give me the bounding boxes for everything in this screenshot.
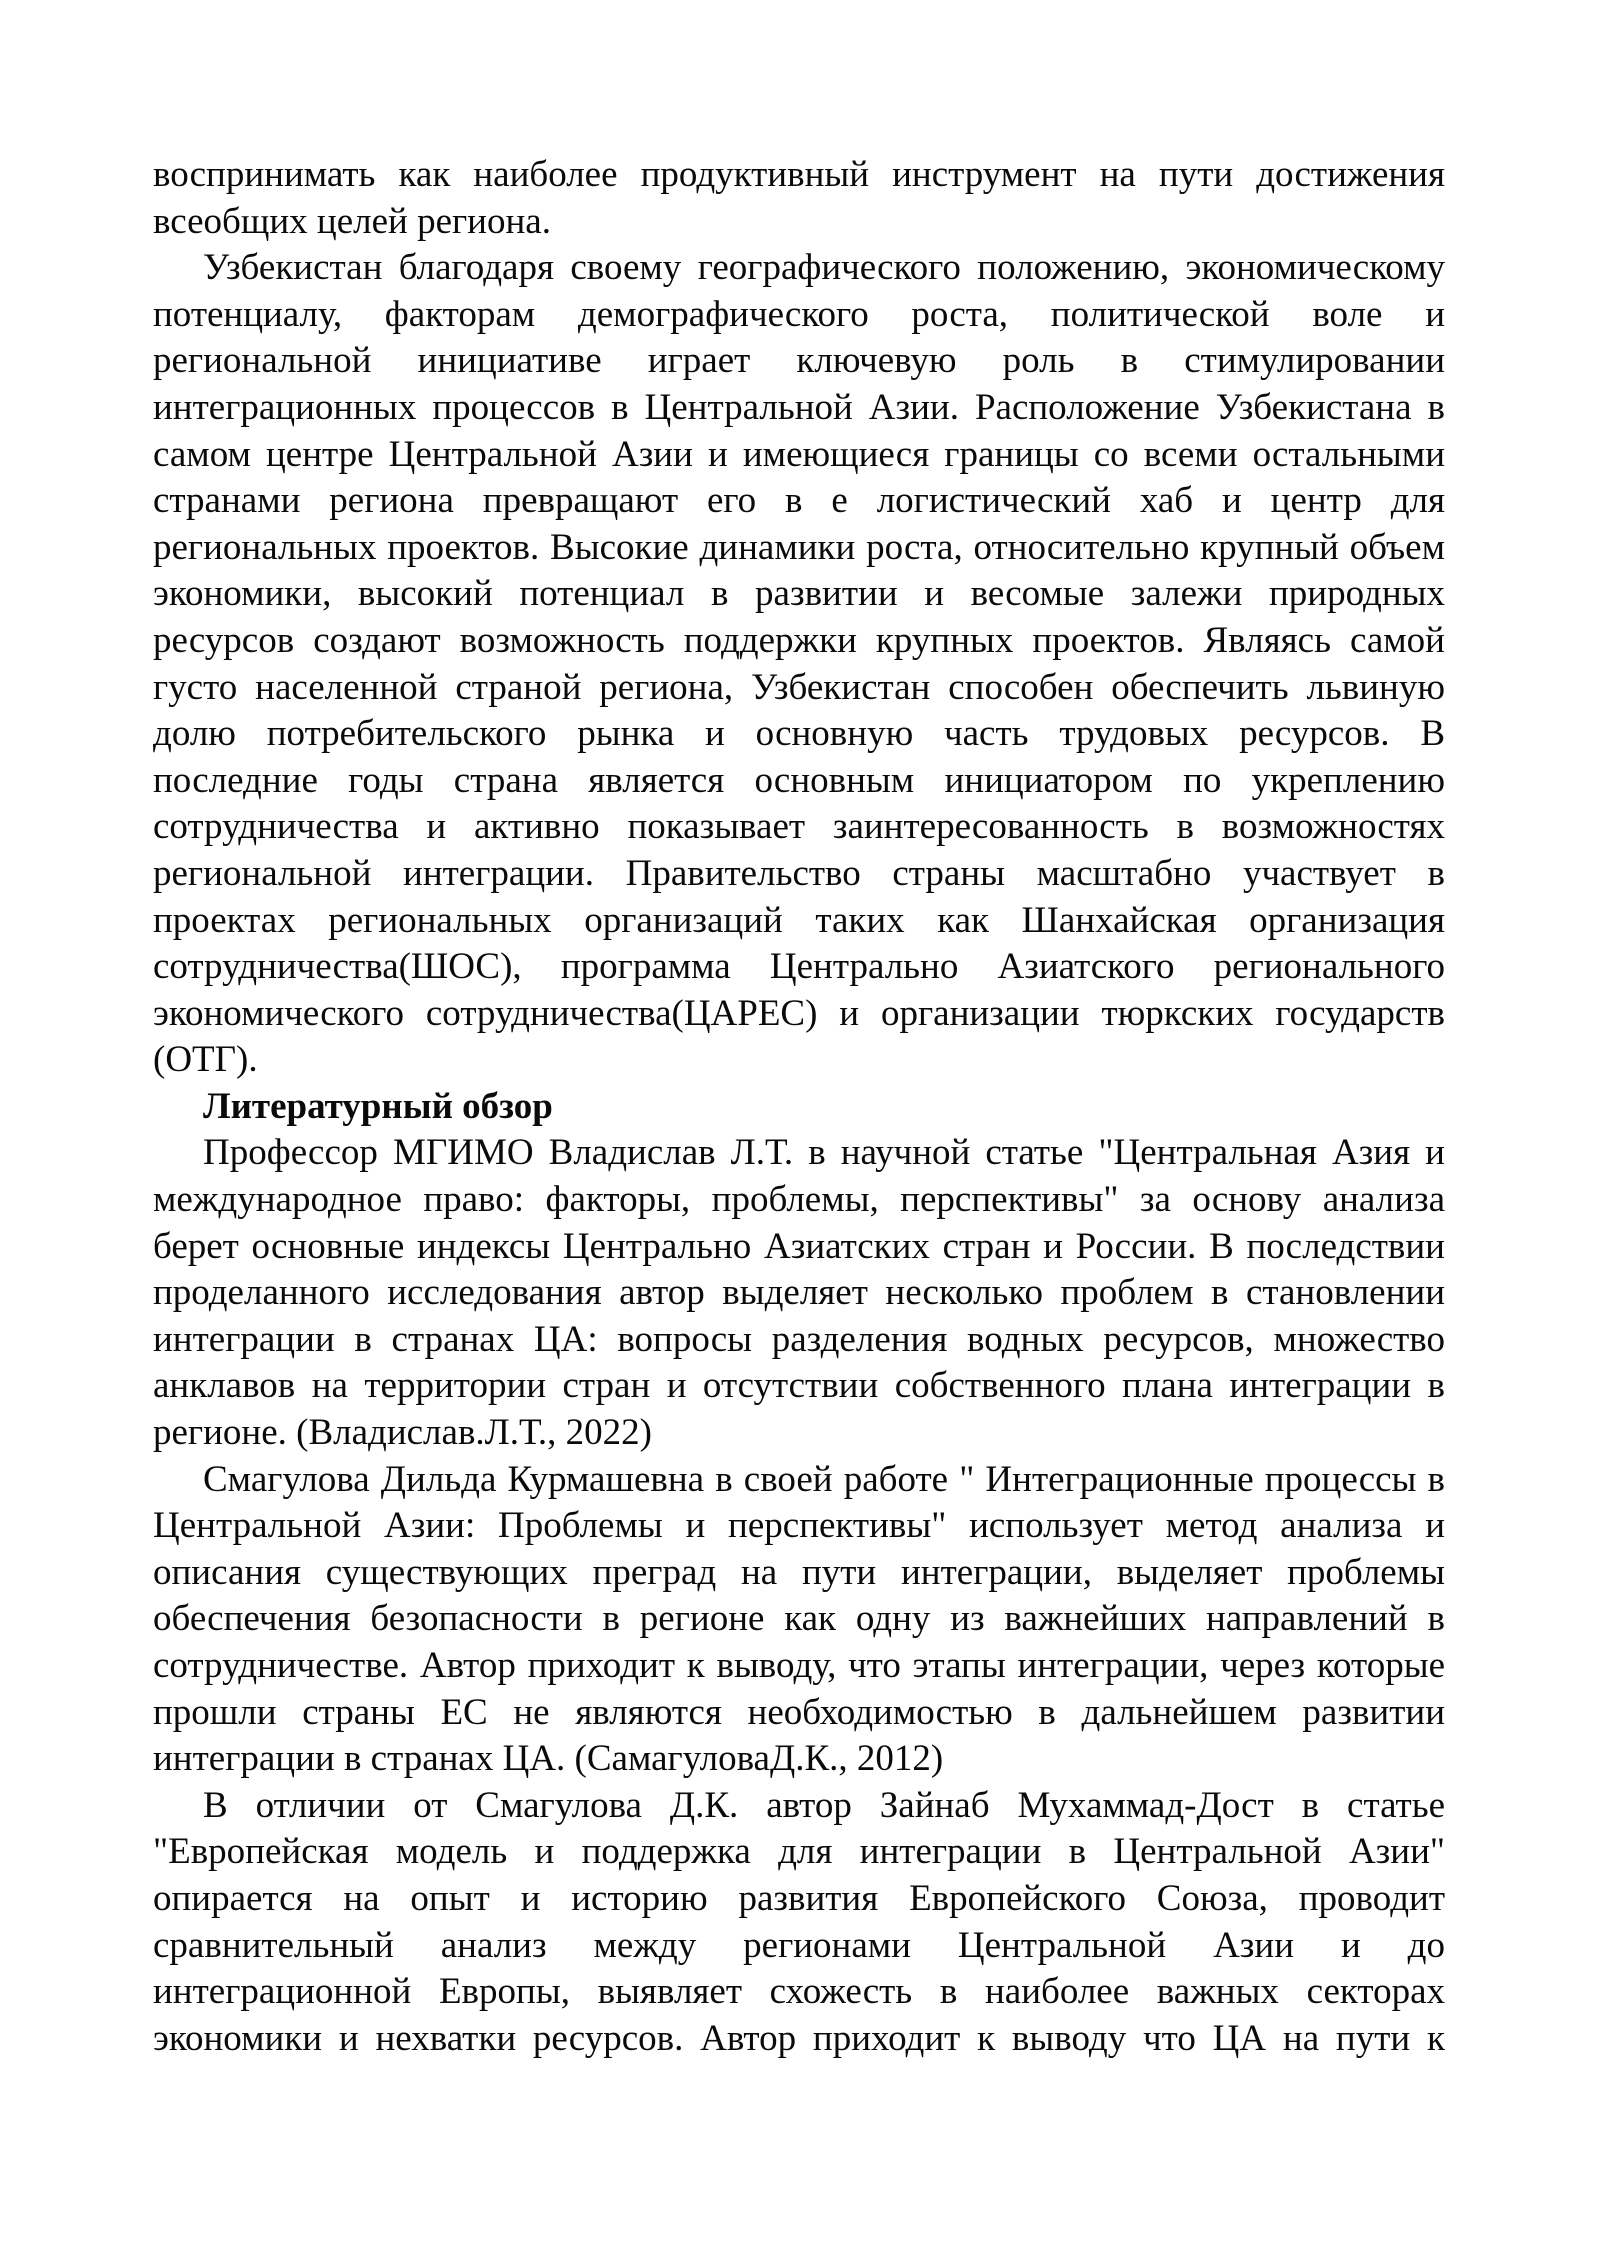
text-line: Профессор МГИМО Владислав Л.Т. в научной статье "Центральная Азия и	[203, 1132, 1445, 1174]
text-line: (ОТГ).	[153, 1039, 258, 1081]
text-line: густо населенной страной региона, Узбекистан способен обеспечить львиную	[153, 666, 1445, 708]
text-line: самом центре Центральной Азии и имеющиеся границы со всеми остальными	[153, 433, 1445, 475]
text-line: региональных проектов. Высокие динамики роста, относительно крупный объем	[153, 526, 1445, 568]
text-line: всеобщих целей региона.	[153, 200, 551, 242]
heading-line: Литературный обзор	[203, 1085, 553, 1127]
text-line: потенциалу, факторам демографического роста, политической воле и	[153, 293, 1445, 335]
paragraph-smagulova-work	[153, 1457, 1445, 1783]
text-line: анклавов на территории стран и отсутствии собственного плана интеграции в	[153, 1365, 1445, 1407]
text-line: экономики и нехватки ресурсов. Автор приходит к выводу что ЦА на пути к	[153, 2017, 1445, 2059]
text-line: "Европейская модель и поддержка для интеграции в Центральной Азии"	[153, 1831, 1445, 1873]
text-line: регионе. (Владислав.Л.Т., 2022)	[153, 1412, 652, 1454]
text-line: региональной инициативе играет ключевую роль в стимулировании	[153, 340, 1445, 382]
text-line: интеграции в странах ЦА: вопросы разделения водных ресурсов, множество	[153, 1318, 1445, 1360]
text-line: интеграции в странах ЦА. (СамагуловаД.К., 2012)	[153, 1738, 944, 1780]
text-line: Центральной Азии: Проблемы и перспективы" использует метод анализа и	[153, 1505, 1445, 1547]
text-line: международное право: факторы, проблемы, перспективы" за основу анализа	[153, 1179, 1445, 1221]
text-line: Смагулова Дильда Курмашевна в своей работе " Интеграционные процессы в	[203, 1458, 1445, 1500]
text-line: долю потребительского рынка и основную часть трудовых ресурсов. В	[153, 713, 1445, 755]
text-line: региональной интеграции. Правительство страны масштабно участвует в	[153, 852, 1445, 894]
literature-review-heading	[153, 1084, 1445, 1131]
text-line: сотрудничестве. Автор приходит к выводу, что этапы интеграции, через которые	[153, 1645, 1445, 1686]
text-line: сотрудничества(ШОС), программа Центрально Азиатского регионального	[153, 946, 1445, 988]
text-line: обеспечения безопасности в регионе как одну из важнейших направлений в	[153, 1598, 1445, 1640]
text-line: опирается на опыт и историю развития Европейского Союза, проводит	[153, 1877, 1445, 1919]
text-line: воспринимать как наиболее продуктивный инструмент на пути достижения	[153, 154, 1445, 195]
text-line: описания существующих преград на пути интеграции, выделяет проблемы	[153, 1551, 1445, 1593]
paragraph-vladislav-article	[153, 1130, 1445, 1456]
text-line: сравнительный анализ между регионами Центральной Азии и до	[153, 1924, 1445, 1966]
text-line: сотрудничества и активно показывает заинтересованность в возможностях	[153, 806, 1445, 848]
paragraph-zaynab-article	[153, 1783, 1445, 2063]
text-line: интеграционной Европы, выявляет схожесть в наиболее важных секторах	[153, 1971, 1445, 2013]
text-line: прошли страны ЕС не являются необходимостью в дальнейшем развитии	[153, 1691, 1445, 1733]
text-line: берет основные индексы Центрально Азиатских стран и России. В последствии	[153, 1225, 1445, 1267]
paragraph-region-goals	[153, 152, 1445, 245]
text-line: ресурсов создают возможность поддержки крупных проектов. Являясь самой	[153, 619, 1445, 661]
paragraph-uzbekistan-role	[153, 245, 1445, 1084]
page-text	[153, 152, 1445, 2062]
text-line: проделанного исследования автор выделяет несколько проблем в становлении	[153, 1272, 1445, 1314]
text-line: странами региона превращают его в е логистический хаб и центр для	[153, 480, 1445, 522]
text-line: интеграционных процессов в Центральной Азии. Расположение Узбекистана в	[153, 386, 1445, 428]
text-line: экономического сотрудничества(ЦАРЕС) и организации тюркских государств	[153, 992, 1445, 1034]
text-line: Узбекистан благодаря своему географического положению, экономическому	[203, 247, 1445, 289]
text-line: В отличии от Смагулова Д.К. автор Зайнаб Мухаммад-Дост в статье	[203, 1784, 1445, 1826]
text-line: проектах региональных организаций таких как Шанхайская организация	[153, 899, 1445, 941]
text-line: экономики, высокий потенциал в развитии и весомые залежи природных	[153, 573, 1445, 615]
text-line: последние годы страна является основным инициатором по укреплению	[153, 759, 1445, 801]
